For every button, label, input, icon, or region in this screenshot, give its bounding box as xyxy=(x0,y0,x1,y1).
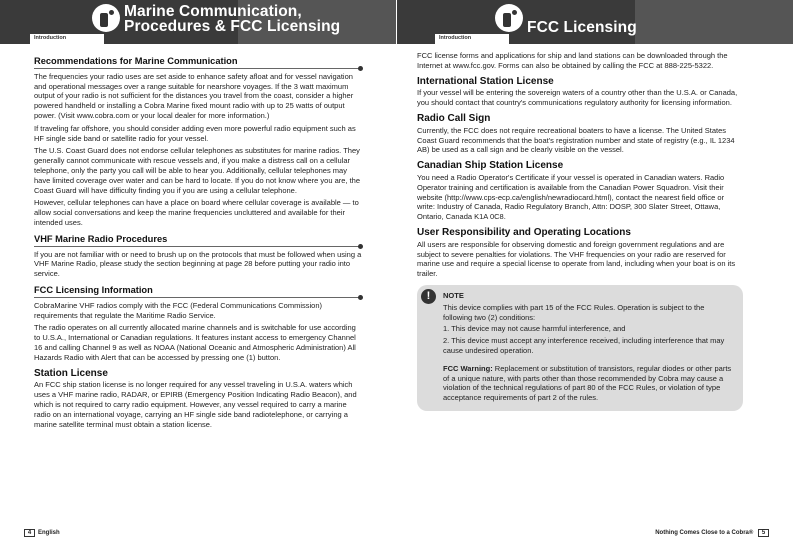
paragraph: FCC license forms and applications for ship and land stations can be downloaded through the Internet at www.fcc.gov. Forms can also be obtained by calling the FCC at 888-225-5322. xyxy=(417,51,728,70)
heading-user-responsibility: User Responsibility and Operating Locations xyxy=(417,226,631,238)
left-footer: 4 English xyxy=(24,529,60,537)
paragraph: Currently, the FCC does not require recreational boaters to have a license. The United States Coast Guard recommends that the boat's registration number and state of registry (e.g., IL 1234 AB) be used as a call sign and be clearly visible on the vessel. xyxy=(417,125,735,155)
paragraph: The frequencies your radio uses are set aside to enhance safety afloat and for vessel navigation and operational messages over a range suitable for nearshore voyages. If the 3 watt maximum output of your radio is not sufficient for the distances you travel from the coast, consider a higher powered handheld or installing a Cobra Marine fixed mount radio with up to 25 watts of output power. (Visit www.cobra.com or your local dealer for more information.) xyxy=(34,71,354,120)
heading-fcc-licensing-info: FCC Licensing Information xyxy=(34,286,362,298)
paragraph: CobraMarine VHF radios comply with the FCC (Federal Communications Commission) requirements that regulate the Maritime Radio Service. xyxy=(34,300,323,320)
note-condition: 1. This device may not cause harmful interference, and xyxy=(443,324,626,334)
page-number: 5 xyxy=(758,529,769,537)
right-footer: Nothing Comes Close to a Cobra® 5 xyxy=(655,529,769,537)
left-page xyxy=(0,0,396,551)
note-box xyxy=(417,285,743,411)
note-text: This device complies with part 15 of the FCC Rules. Operation is subject to the following two (2) conditions: xyxy=(443,302,705,322)
paragraph: An FCC ship station license is no longer required for any vessel traveling in U.S.A. waters which uses a VHF marine radio, RADAR, or EPIRB (Emergency Position Indicating Radio Beacon), and which is not required to carry radio equipment. However, any vessel required to carry a marine radio on an international voyage, carrying an HF single side band radiotelephone, or carrying a marine satellite terminal must obtain a station license. xyxy=(34,380,357,429)
paragraph: All users are responsible for observing domestic and foreign government regulations and are subject to severe penalties for violations. The VHF frequencies on your radio are reserved for marine use and require a special license to operate from land, including when your boat is on its trailer. xyxy=(417,239,736,279)
right-section-tag: Introduction xyxy=(435,34,509,44)
fcc-warning: FCC Warning: Replacement or substitution of transistors, regular diodes or other parts of a unique nature, with parts other than those recommended by Cobra may cause a violation of the technical regulations of part 80 of the FCC Rules, or violation of type acceptance requirements of part 2 of the rules. xyxy=(443,363,732,403)
left-section-tag: Introduction xyxy=(30,34,104,44)
right-page-title: FCC Licensing xyxy=(527,19,637,36)
paragraph: The U.S. Coast Guard does not endorse cellular telephones as substitutes for marine radios. They generally cannot communicate with rescue vessels and, if you make a distress call on a cellular telephone, only the party you call will be able to hear you. Additionally, cellular telephones may have limited coverage over water and can be hard to locate. If you do not know where you are, the Coast Guard will have difficulty finding you if you are using a cellular telephone. xyxy=(34,146,361,195)
right-header-banner xyxy=(397,0,793,44)
left-header-banner xyxy=(0,0,396,44)
cobra-logo-icon xyxy=(92,4,120,32)
heading-international-license: International Station License xyxy=(417,75,554,87)
cobra-logo-icon xyxy=(495,4,523,32)
heading-station-license: Station License xyxy=(34,367,108,379)
paragraph: The radio operates on all currently allocated marine channels and is switchable for use according to U.S.A., International or Canadian regulations. It features instant access to emergency Channel 16 and calling Channel 9 as well as NOAA (National Oceanic and Atmospheric Administration) All Hazards Radio with Alert that can be accessed by pressing one (1) button. xyxy=(34,323,356,362)
heading-radio-call-sign: Radio Call Sign xyxy=(417,112,491,124)
right-page xyxy=(397,0,793,551)
paragraph: If you are not familiar with or need to brush up on the protocols that must be followed when using a VHF Marine Radio, please study the section beginning at page 28 before putting your radio into service. xyxy=(34,249,362,279)
note-title: NOTE xyxy=(443,290,464,300)
left-content xyxy=(34,50,362,432)
heading-recommendations: Recommendations for Marine Communication xyxy=(34,57,362,69)
page-number: 4 xyxy=(24,529,35,537)
heading-vhf-procedures: VHF Marine Radio Procedures xyxy=(34,235,362,247)
heading-canadian-license: Canadian Ship Station License xyxy=(417,160,564,172)
left-page-title: Marine Communication, Procedures & FCC Licensing xyxy=(124,3,341,35)
note-condition: 2. This device must accept any interference received, including interference that may cause undesired operation. xyxy=(443,336,725,355)
paragraph: However, cellular telephones can have a place on board where cellular coverage is available — to allow social conversations and keep the marine frequencies uncluttered and available for their intended uses. xyxy=(34,198,359,227)
paragraph: You need a Radio Operator's Certificate if your vessel is operated in Canadian waters. Radio Operator training and certification is available from the Canadian Power Squadron. Visit their website (http://www.cps-ecp.ca/english/newradiocard.html), contact the nearest field office or write: Industry of Canada, Radio Regulatory Branch, Attn: DOSP, 300 Slater Street, Ottawa, Ontario, Canada K1A 0C8. xyxy=(417,172,725,222)
paragraph: If your vessel will be entering the sovereign waters of a country other than the U.S.A. or Canada, you should contact that country's communications regulatory authority for licensing information. xyxy=(417,88,738,108)
paragraph: If traveling far offshore, you should consider adding even more powerful radio equipment such as HF single side band or satellite radio for your vessel. xyxy=(34,123,356,143)
warning-icon: ! xyxy=(421,289,436,304)
right-content xyxy=(417,51,743,411)
